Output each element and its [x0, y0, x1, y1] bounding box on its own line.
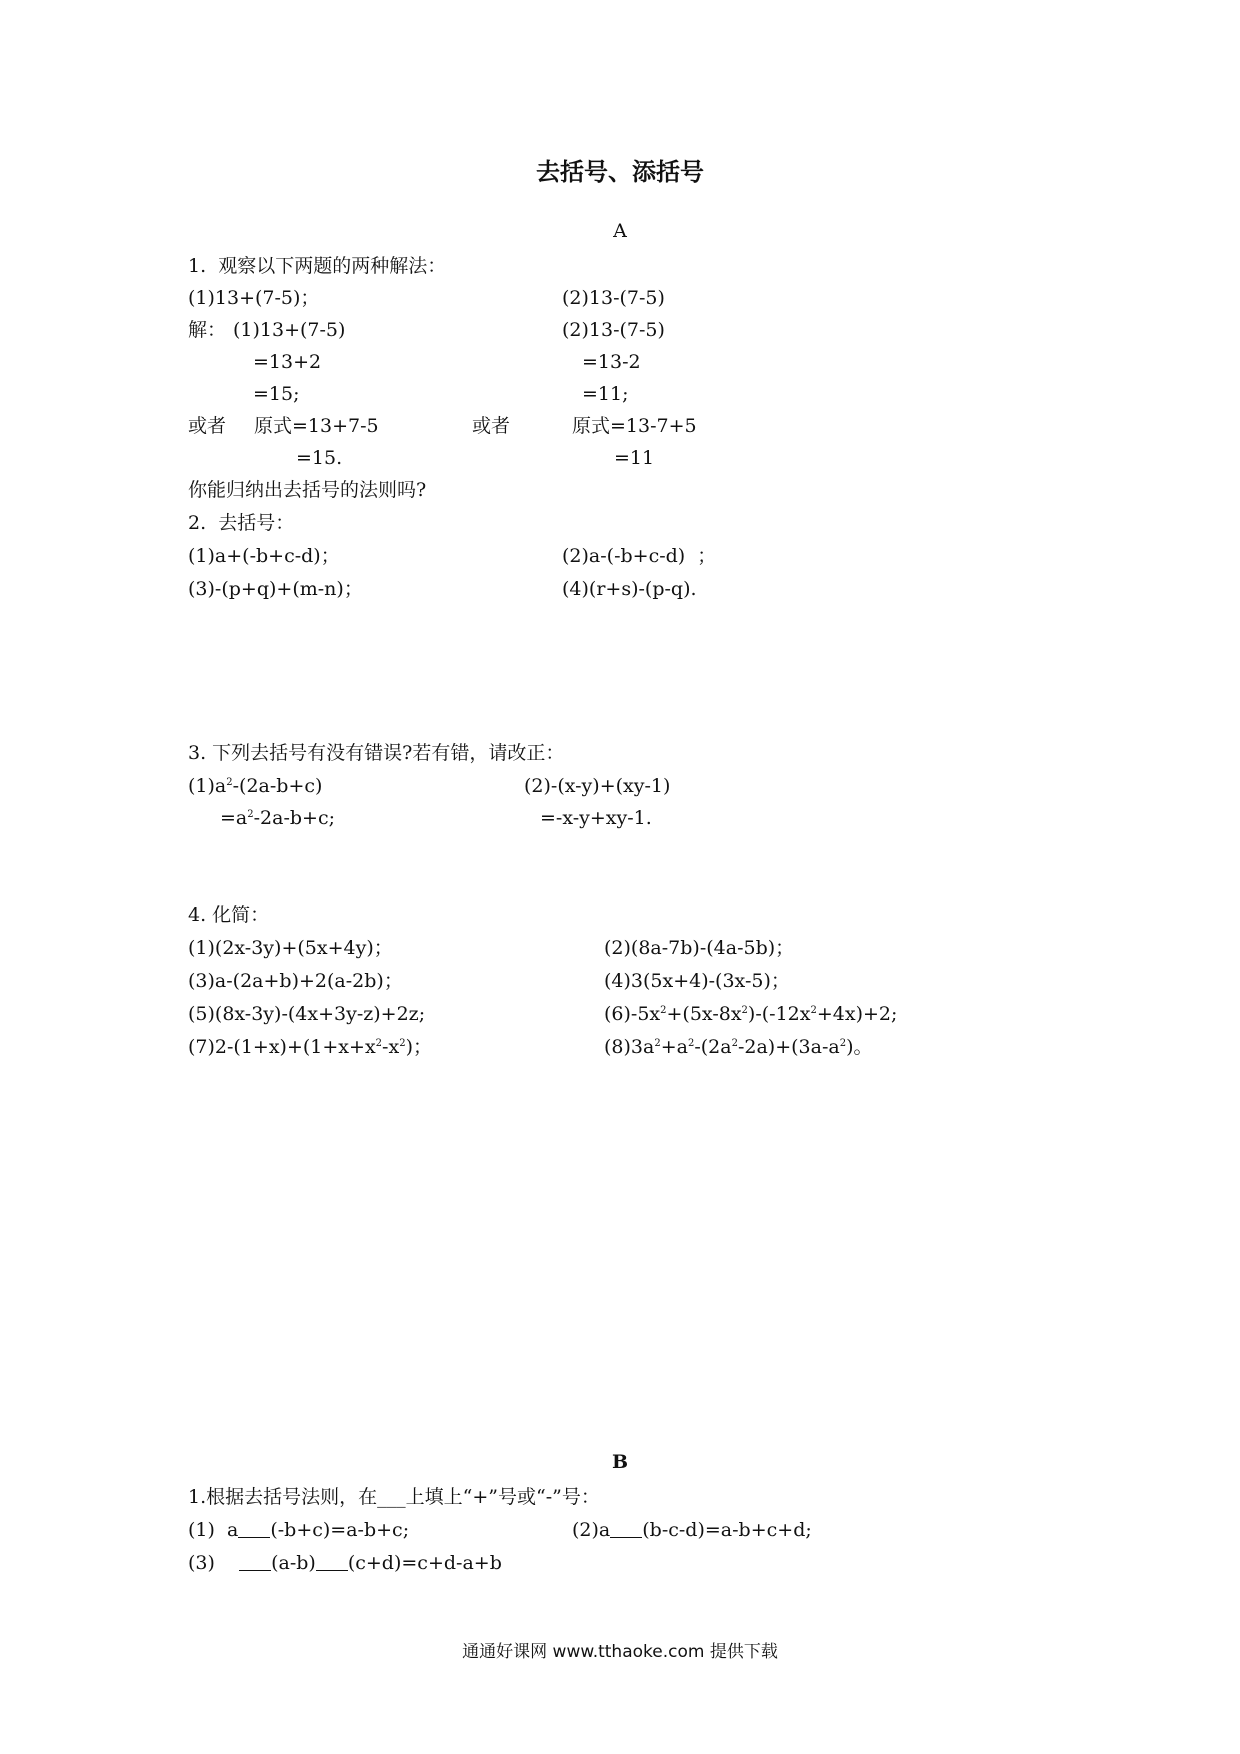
q1-or-1: 或者 [188, 415, 227, 437]
page-footer: 通通好课网 www.tthaoke.com 提供下载 [462, 1642, 778, 1662]
q4-item-4: (4)3(5x+4)-(3x-5)； [604, 970, 790, 992]
q2-item-1: (1)a+(-b+c-d)； [188, 545, 340, 567]
q1-problem-1: (1)13+(7-5)； [188, 287, 320, 309]
b-q1-item-3: (3) (a-b) (c+d)=c+d-a+b [188, 1552, 502, 1574]
q3-item-1-result: $=a^2-2a-b+c$; [220, 807, 336, 829]
q1-stem: 1. 观察以下两题的两种解法： [188, 255, 447, 277]
q1-or-2: 或者 [472, 415, 511, 437]
b-q1-item-1: (1) a (-b+c)=a-b+c; [188, 1519, 410, 1541]
b-q1-item-2: (2)a (b-c-d)=a-b+c+d; [572, 1519, 812, 1541]
q2-item-4: (4)(r+s)-(p-q). [562, 578, 697, 600]
q1-solution-1-line-3: =15; [253, 383, 300, 405]
b-q1-stem: 1.根据去括号法则，在___上填上“+”号或“-”号： [188, 1486, 600, 1508]
section-a-label: A [613, 220, 627, 242]
q2-item-3: (3)-(p+q)+(m-n)； [188, 578, 363, 600]
q1-solution-1-line-1: (1)13+(7-5) [233, 319, 346, 341]
q3-item-2-result: =-x-y+xy-1. [540, 807, 652, 829]
fill-blank[interactable] [239, 1555, 271, 1571]
q4-item-8: $(8)3a^2+a^2-(2a^2-2a)+(3a-a^2)$。 [604, 1036, 873, 1058]
q4-item-2: (2)(8a-7b)-(4a-5b)； [604, 937, 795, 959]
page-title: 去括号、添括号 [536, 158, 704, 186]
q1-solution-2-line-3: =11; [582, 383, 629, 405]
q1-solution-1-line-2: =13+2 [253, 351, 322, 373]
q1-original-2: 原式=13-7+5 [572, 415, 697, 437]
q1-problem-2: (2)13-(7-5) [562, 287, 665, 309]
fill-blank[interactable] [316, 1555, 348, 1571]
q3-item-1: $(1)a^2-(2a-b+c)$ [188, 775, 323, 797]
q4-item-1: (1)(2x-3y)+(5x+4y)； [188, 937, 393, 959]
q1-solution-2-line-1: (2)13-(7-5) [562, 319, 665, 341]
section-b-label: B [611, 1451, 629, 1473]
q4-item-3: (3)a-(2a+b)+2(a-2b)； [188, 970, 403, 992]
q2-item-2: (2)a-(-b+c-d) ； [562, 545, 717, 567]
q1-question: 你能归纳出去括号的法则吗? [188, 479, 427, 501]
q4-item-6: $(6)-5x^2+(5x-8x^2)-(-12x^2+4x)+2$; [604, 1003, 898, 1025]
fill-blank[interactable] [610, 1522, 642, 1538]
q4-stem: 4. 化简： [188, 904, 270, 926]
q4-item-5: (5)(8x-3y)-(4x+3y-z)+2z; [188, 1003, 426, 1025]
q1-solution-2-line-2: =13-2 [582, 351, 641, 373]
q3-item-2: (2)-(x-y)+(xy-1) [524, 775, 671, 797]
q4-item-7: $(7)2-(1+x)+(1+x+x^2-x^2)$； [188, 1036, 432, 1058]
q1-result-1: =15. [296, 447, 343, 469]
q1-solution-label: 解： [188, 319, 227, 341]
q3-stem: 3. 下列去括号有没有错误?若有错，请改正： [188, 742, 565, 764]
q2-stem: 2. 去括号： [188, 512, 295, 534]
fill-blank[interactable] [238, 1522, 270, 1538]
q1-result-2: =11 [614, 447, 655, 469]
q1-original-1: 原式=13+7-5 [254, 415, 379, 437]
